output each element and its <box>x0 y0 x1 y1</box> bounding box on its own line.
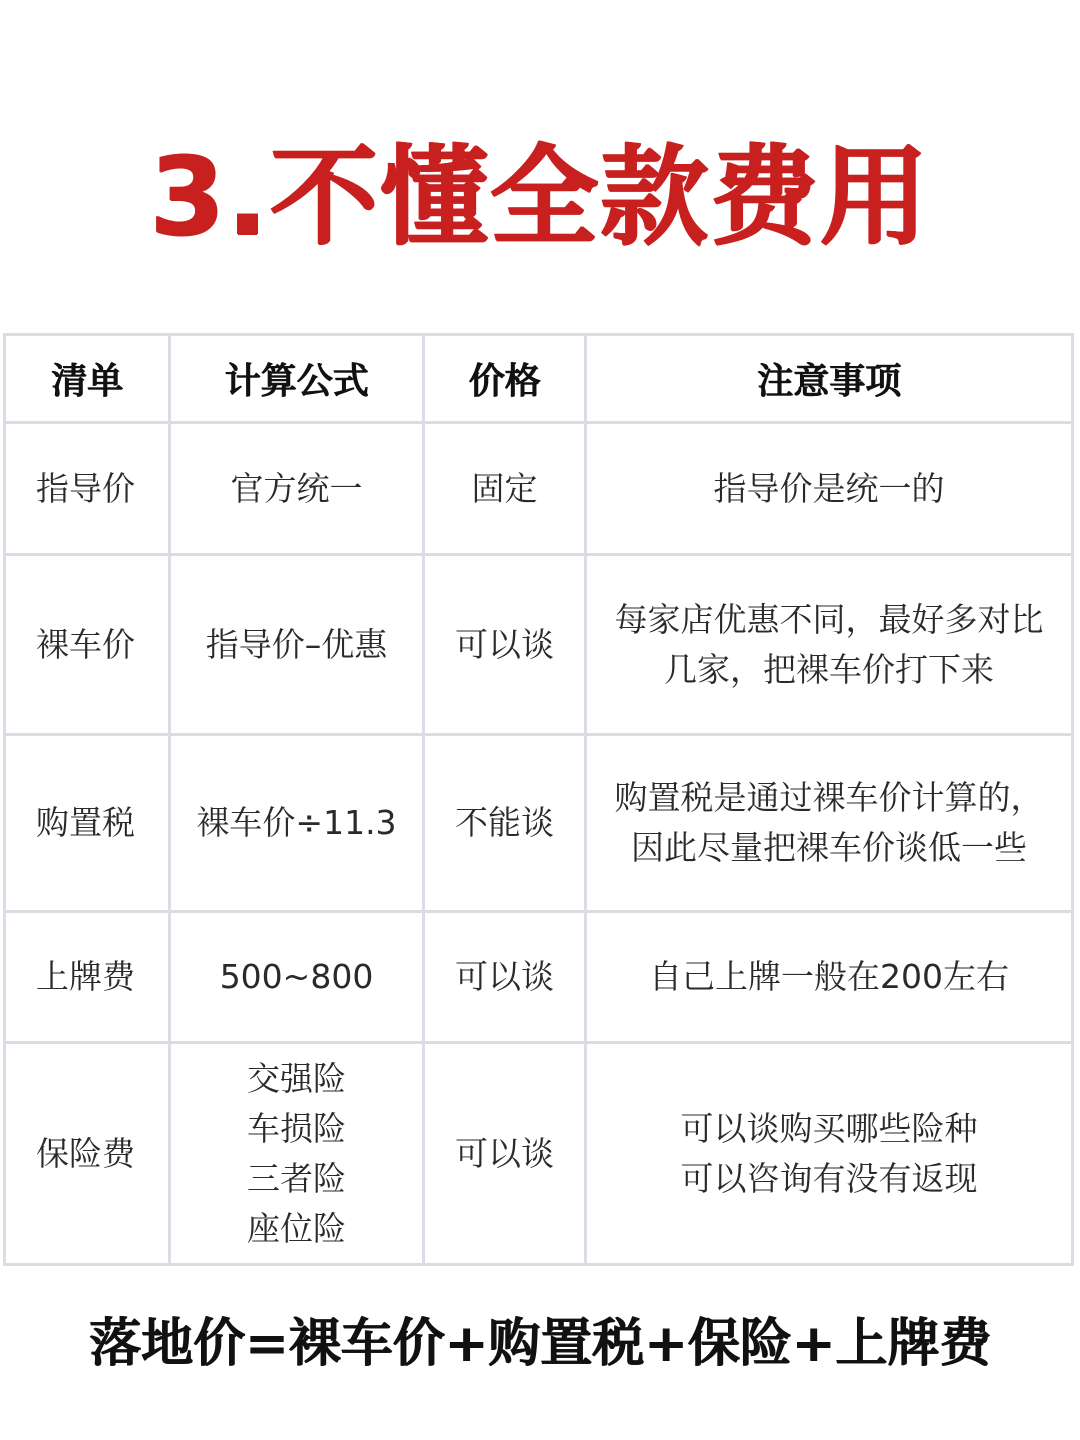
page-title: 3.不懂全款费用 <box>149 135 931 260</box>
formula-line: 裸车价÷11.3 <box>196 803 397 842</box>
item-cell: 指导价 <box>5 423 170 555</box>
formula-line: 座位险 <box>247 1208 346 1248</box>
header-price: 价格 <box>424 335 586 423</box>
formula-cell <box>170 735 424 912</box>
item-cell: 裸车价 <box>5 555 170 735</box>
formula-line: 官方统一 <box>230 468 363 508</box>
item-cell: 上牌费 <box>5 912 170 1043</box>
price-cell: 不能谈 <box>424 735 586 912</box>
footer-formula: 落地价=裸车价+购置税+保险+上牌费 <box>88 1314 992 1374</box>
note-line: 每家店优惠不同，最好多对比 <box>614 599 1044 639</box>
note-line: 自己上牌一般在200左右 <box>649 957 1009 996</box>
table-row <box>5 555 1073 735</box>
item-cell: 购置税 <box>5 735 170 912</box>
header-notes: 注意事项 <box>586 335 1073 423</box>
price-cell: 可以谈 <box>424 555 586 735</box>
formula-line: 车损险 <box>247 1108 346 1148</box>
note-line: 可以谈购买哪些险种 <box>680 1108 978 1148</box>
note-line: 几家，把裸车价打下来 <box>664 649 994 689</box>
table-row <box>5 1043 1073 1265</box>
formula-line: 500~800 <box>219 957 374 996</box>
formula-cell <box>170 912 424 1043</box>
note-line: 因此尽量把裸车价谈低一些 <box>631 828 1027 867</box>
note-line: 可以咨询有没有返现 <box>680 1158 978 1198</box>
item-cell: 保险费 <box>5 1043 170 1265</box>
table-row <box>5 423 1073 555</box>
note-cell <box>586 555 1073 735</box>
note-cell <box>586 912 1073 1043</box>
table-row <box>5 912 1073 1043</box>
formula-line: 三者险 <box>247 1158 346 1198</box>
price-cell: 可以谈 <box>424 1043 586 1265</box>
table-row <box>5 735 1073 912</box>
formula-cell <box>170 1043 424 1265</box>
formula-line: 指导价–优惠 <box>205 624 388 664</box>
header-item: 清单 <box>5 335 170 423</box>
note-cell <box>586 735 1073 912</box>
cost-table <box>3 333 1074 1266</box>
note-cell <box>586 423 1073 555</box>
formula-line: 交强险 <box>247 1058 346 1098</box>
note-cell <box>586 1043 1073 1265</box>
note-line: 购置税是通过裸车价计算的， <box>614 778 1044 817</box>
header-formula: 计算公式 <box>170 335 424 423</box>
price-cell: 可以谈 <box>424 912 586 1043</box>
formula-cell <box>170 423 424 555</box>
note-line: 指导价是统一的 <box>713 468 945 508</box>
formula-cell <box>170 555 424 735</box>
table-header-row <box>5 335 1073 423</box>
price-cell: 固定 <box>424 423 586 555</box>
